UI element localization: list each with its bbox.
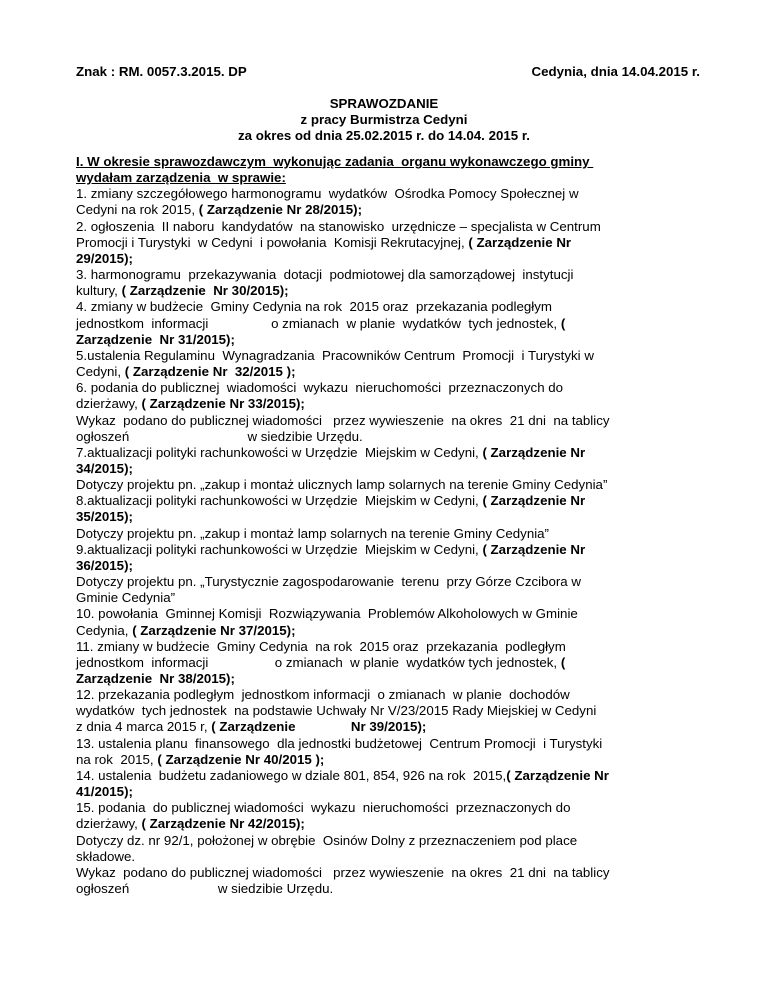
ordinance-reference: ( Zarządzenie Nr 28/2015);	[198, 202, 363, 218]
report-body	[76, 154, 698, 897]
body-text: z dnia 4 marca 2015 r,	[76, 719, 212, 735]
ordinance-reference: (	[560, 654, 566, 670]
ordinance-reference: 29/2015);	[76, 250, 133, 266]
document-header	[76, 64, 700, 79]
body-line	[76, 833, 698, 849]
ordinance-reference: ( Zarządzenie Nr	[482, 493, 586, 509]
body-line	[76, 509, 698, 525]
body-text: 3. harmonogramu przekazywania dotacji podmiotowej dla samorządowej instytucji	[76, 267, 574, 283]
body-line	[76, 623, 698, 639]
body-line	[76, 784, 698, 800]
ordinance-reference: ( Zarządzenie Nr 33/2015);	[141, 396, 305, 412]
body-text: na rok 2015,	[76, 751, 158, 767]
body-line	[76, 655, 698, 671]
body-text: 6. podania do publicznej wiadomości wykazu nieruchomości przeznaczonych do	[76, 380, 564, 396]
body-line	[76, 251, 698, 267]
body-line	[76, 736, 698, 752]
ordinance-reference: 35/2015);	[76, 509, 133, 525]
ordinance-reference: (	[560, 315, 566, 331]
ordinance-reference: ( Zarządzenie Nr 32/2015 );	[124, 364, 296, 380]
title-line-2: z pracy Burmistrza Cedyni	[300, 112, 468, 127]
ordinance-reference: ( Zarządzenie Nr 37/2015);	[132, 622, 296, 638]
body-text: 5.ustalenia Regulaminu Wynagradzania Pracowników Centrum Promocji i Turystyki w	[76, 347, 594, 363]
ordinance-reference: 34/2015);	[76, 460, 133, 476]
ordinance-reference: ( Zarządzenie Nr 42/2015);	[141, 816, 305, 832]
ordinance-reference: 36/2015);	[76, 557, 133, 573]
body-line	[76, 332, 698, 348]
title-line-1: SPRAWOZDANIE	[329, 96, 439, 111]
body-text: ogłoszeń w siedzibie Urzędu.	[76, 881, 334, 897]
body-text: kultury,	[76, 283, 122, 299]
body-line	[76, 235, 698, 251]
ordinance-reference: ( Zarządzenie Nr	[506, 767, 609, 783]
body-text: 9.aktualizacji polityki rachunkowości w Urzędzie Miejskim w Cedyni,	[76, 541, 483, 557]
body-text: Dotyczy projektu pn. „zakup i montaż lamp solarnych na terenie Gminy Cedynia”	[76, 525, 549, 541]
report-title	[0, 96, 768, 144]
body-line	[76, 606, 698, 622]
body-line	[76, 671, 698, 687]
ordinance-reference: 41/2015);	[76, 784, 133, 800]
body-text: wydatków tych jednostek na podstawie Uchwały Nr V/23/2015 Rady Miejskiej w Cedyni	[76, 703, 597, 719]
ordinance-reference: ( Zarządzenie Nr 40/2015 );	[157, 751, 325, 767]
ordinance-reference: Zarządzenie Nr 38/2015);	[76, 671, 235, 686]
reference-sign: Znak : RM. 0057.3.2015. DP	[76, 64, 247, 79]
section-heading-line-2: wydałam zarządzenia w sprawie:	[76, 170, 286, 186]
body-line	[76, 703, 698, 719]
section-heading-line-1: I. W okresie sprawozdawczym wykonując zadania organu wykonawczego gminy	[76, 154, 594, 169]
body-text: Promocji i Turystyki w Cedyni i powołania Komisji Rekrutacyjnej,	[76, 234, 469, 250]
body-line	[76, 849, 698, 865]
body-line	[76, 800, 698, 816]
body-line	[76, 461, 698, 477]
body-text: 12. przekazania podległym jednostkom informacji o zmianach w planie dochodów	[76, 687, 570, 703]
body-line	[76, 590, 698, 606]
body-line	[76, 881, 698, 897]
body-text: 11. zmiany w budżecie Gminy Cedynia na rok 2015 oraz przekazania podległym	[76, 638, 566, 654]
body-text: jednostkom informacji o zmianach w planie wydatków tych jednostek,	[76, 315, 561, 331]
body-text: Cedyni na rok 2015,	[76, 202, 199, 218]
body-text: 10. powołania Gminnej Komisji Rozwiązywania Problemów Alkoholowych w Gminie	[76, 606, 578, 622]
body-text: Dotyczy dz. nr 92/1, położonej w obrębie Osinów Dolny z przeznaczeniem pod place	[76, 832, 578, 848]
body-text: 15. podania do publicznej wiadomości wykazu nieruchomości przeznaczonych do	[76, 800, 571, 816]
body-text: 2. ogłoszenia II naboru kandydatów na stanowisko urzędnicze – specjalista w Centrum	[76, 218, 601, 234]
body-line	[76, 348, 698, 364]
body-line	[76, 477, 698, 493]
body-line	[76, 816, 698, 832]
body-text: 14. ustalenia budżetu zadaniowego w dziale 801, 854, 926 na rok 2015,	[76, 767, 507, 783]
title-line-3: za okres od dnia 25.02.2015 r. do 14.04. 2015 r.	[238, 128, 530, 143]
body-line	[76, 396, 698, 412]
body-line	[76, 429, 698, 445]
ordinance-reference: ( Zarządzenie Nr	[468, 234, 572, 250]
ordinance-reference: ( Zarządzenie Nr	[482, 541, 586, 557]
body-line	[76, 283, 698, 299]
body-line	[76, 639, 698, 655]
body-line	[76, 768, 698, 784]
body-line	[76, 202, 698, 218]
body-line	[76, 687, 698, 703]
body-text: Dotyczy projektu pn. „zakup i montaż ulicznych lamp solarnych na terenie Gminy Cedynia”	[76, 477, 608, 493]
place-date: Cedynia, dnia 14.04.2015 r.	[531, 64, 700, 79]
body-line	[76, 267, 698, 283]
body-line	[76, 574, 698, 590]
ordinance-reference: Zarządzenie Nr 31/2015);	[76, 331, 235, 347]
body-text: Cedynia,	[76, 622, 133, 638]
body-line	[76, 542, 698, 558]
body-text: ogłoszeń w siedzibie Urzędu.	[76, 428, 363, 444]
body-text: Wykaz podano do publicznej wiadomości przez wywieszenie na okres 21 dni na tablicy	[76, 864, 610, 880]
body-line	[76, 299, 698, 315]
body-line	[76, 445, 698, 461]
body-line	[76, 752, 698, 768]
body-line	[76, 380, 698, 396]
ordinance-reference: ( Zarządzenie Nr	[482, 444, 586, 460]
body-text: dzierżawy,	[76, 396, 142, 412]
ordinance-reference: ( Zarządzenie Nr 39/2015);	[211, 719, 427, 735]
body-text: Cedyni,	[76, 364, 125, 380]
body-line	[76, 493, 698, 509]
body-text: Dotyczy projektu pn. „Turystycznie zagospodarowanie terenu przy Górze Czcibora w	[76, 574, 582, 590]
body-line	[76, 719, 698, 735]
body-line	[76, 186, 698, 202]
body-line	[76, 316, 698, 332]
body-text: Wykaz podano do publicznej wiadomości przez wywieszenie na okres 21 dni na tablicy	[76, 412, 610, 428]
body-text: jednostkom informacji o zmianach w planie wydatków tych jednostek,	[76, 654, 561, 670]
body-text: 8.aktualizacji polityki rachunkowości w Urzędzie Miejskim w Cedyni,	[76, 493, 483, 509]
body-line	[76, 364, 698, 380]
body-line	[76, 526, 698, 542]
body-text: 7.aktualizacji polityki rachunkowości w Urzędzie Miejskim w Cedyni,	[76, 444, 483, 460]
body-text: 13. ustalenia planu finansowego dla jednostki budżetowej Centrum Promocji i Turystyki	[76, 735, 603, 751]
body-line	[76, 558, 698, 574]
body-text: składowe.	[76, 848, 136, 864]
body-text: 1. zmiany szczegółowego harmonogramu wydatków Ośrodka Pomocy Społecznej w	[76, 186, 579, 202]
body-line	[76, 413, 698, 429]
body-line	[76, 865, 698, 881]
body-text: 4. zmiany w budżecie Gminy Cedynia na rok 2015 oraz przekazania podległym	[76, 299, 552, 315]
ordinance-reference: ( Zarządzenie Nr 30/2015);	[121, 283, 289, 299]
body-text: Gminie Cedynia”	[76, 590, 176, 606]
body-line	[76, 219, 698, 235]
body-text: dzierżawy,	[76, 816, 142, 832]
